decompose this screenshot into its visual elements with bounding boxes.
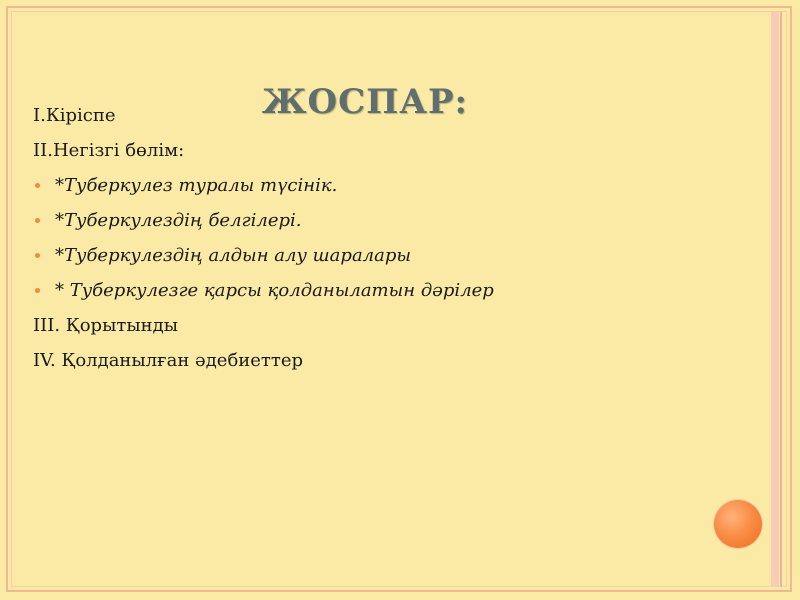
outline-subitem-drugs bbox=[33, 273, 733, 308]
outline-item-text: * Туберкулезге қарсы қолданылатын дәрілер bbox=[55, 280, 494, 301]
orange-circle-icon bbox=[714, 500, 762, 548]
bullet-dot-icon bbox=[35, 253, 40, 258]
outline-item-intro bbox=[33, 98, 733, 133]
right-decorative-stripe bbox=[771, 12, 779, 587]
outline-subitem-symptoms bbox=[33, 203, 733, 238]
outline-item-text: *Туберкулездің алдын алу шаралары bbox=[55, 245, 412, 266]
outline-item-references bbox=[33, 343, 733, 378]
outline-item-text: IV. Қолданылған әдебиеттер bbox=[33, 350, 304, 371]
outline-subitem-concept bbox=[33, 168, 733, 203]
outline-item-text: *Туберкулездің белгілері. bbox=[55, 210, 302, 231]
outline-list bbox=[33, 98, 733, 378]
outline-subitem-prevention bbox=[33, 238, 733, 273]
outline-item-text: II.Негізгі бөлім: bbox=[33, 140, 185, 161]
outline-item-conclusion bbox=[33, 308, 733, 343]
outline-item-text: III. Қорытынды bbox=[33, 315, 179, 336]
bullet-dot-icon bbox=[35, 218, 40, 223]
outline-item-main-part bbox=[33, 133, 733, 168]
slide-title: ЖОСПАР: bbox=[261, 82, 469, 122]
right-decorative-line bbox=[780, 12, 782, 587]
bullet-dot-icon bbox=[35, 183, 40, 188]
bullet-dot-icon bbox=[35, 288, 40, 293]
outline-item-text: I.Кіріспе bbox=[33, 105, 116, 126]
outline-item-text: *Туберкулез туралы түсінік. bbox=[55, 175, 338, 196]
